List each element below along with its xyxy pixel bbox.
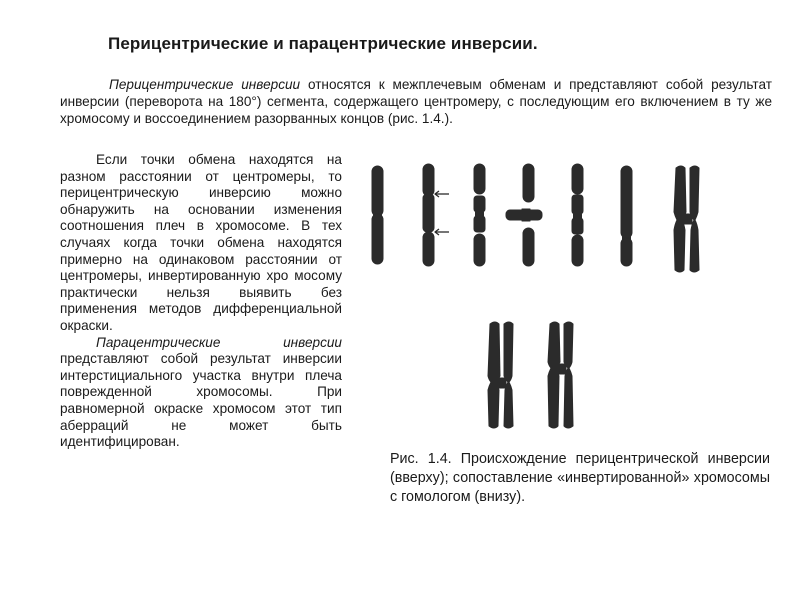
intro-term: Перицентрические инверсии <box>109 77 301 92</box>
intro-text: относятся к межплечевым обменам и представляют собой результат инверсии (переворота на 180°) сегмента, содержащего центромеру, с последующим его включением в ту же хромосому и воссоединением разорванных концов (рис. 1.4.). <box>60 77 772 126</box>
page-title: Перицентрические и парацентрические инверсии. <box>108 34 538 53</box>
pericentric-detection-paragraph: Если точки обмена находятся на разном расстоянии от центромеры, то перицентрическую инверсию можно обнаружить на основании изменения соотношения плеч в хромосоме. В тех случаях когда точки обмена находятся примерно на одинаковом расстоянии от центромеры, инвертированную хро мосому практически нельзя выявить без применения методов дифференциальной окраски. <box>60 152 342 333</box>
left-column-text <box>60 152 342 451</box>
paracentric-paragraph <box>60 335 342 451</box>
chromosome-6 <box>621 166 632 266</box>
break-point-arrows <box>435 191 449 235</box>
chromosome-8 <box>488 322 513 428</box>
chromosome-7 <box>674 166 699 272</box>
chromosome-illustration <box>358 150 778 440</box>
chromosome-4 <box>506 164 542 266</box>
paracentric-text: представляют собой результат инверсии интерстициального участка внутри плеча поврежденной хромосомы. При равномерной окраске хромосом этот тип аберраций не может быть идентифицирован. <box>60 351 342 450</box>
chromosome-5 <box>572 164 583 266</box>
figure-caption: Рис. 1.4. Происхождение перицентрической инверсии (вверху); сопоставление «инвертированной» хромосомы с гомологом (внизу). <box>390 451 770 505</box>
chromosome-figure <box>358 150 778 440</box>
chromosome-9 <box>548 322 573 428</box>
intro-paragraph <box>60 76 772 127</box>
chromosome-3 <box>474 164 485 266</box>
paracentric-term: Парацентрические инверсии <box>96 334 342 350</box>
chromosome-1 <box>372 166 383 264</box>
chromosome-2 <box>423 164 434 266</box>
